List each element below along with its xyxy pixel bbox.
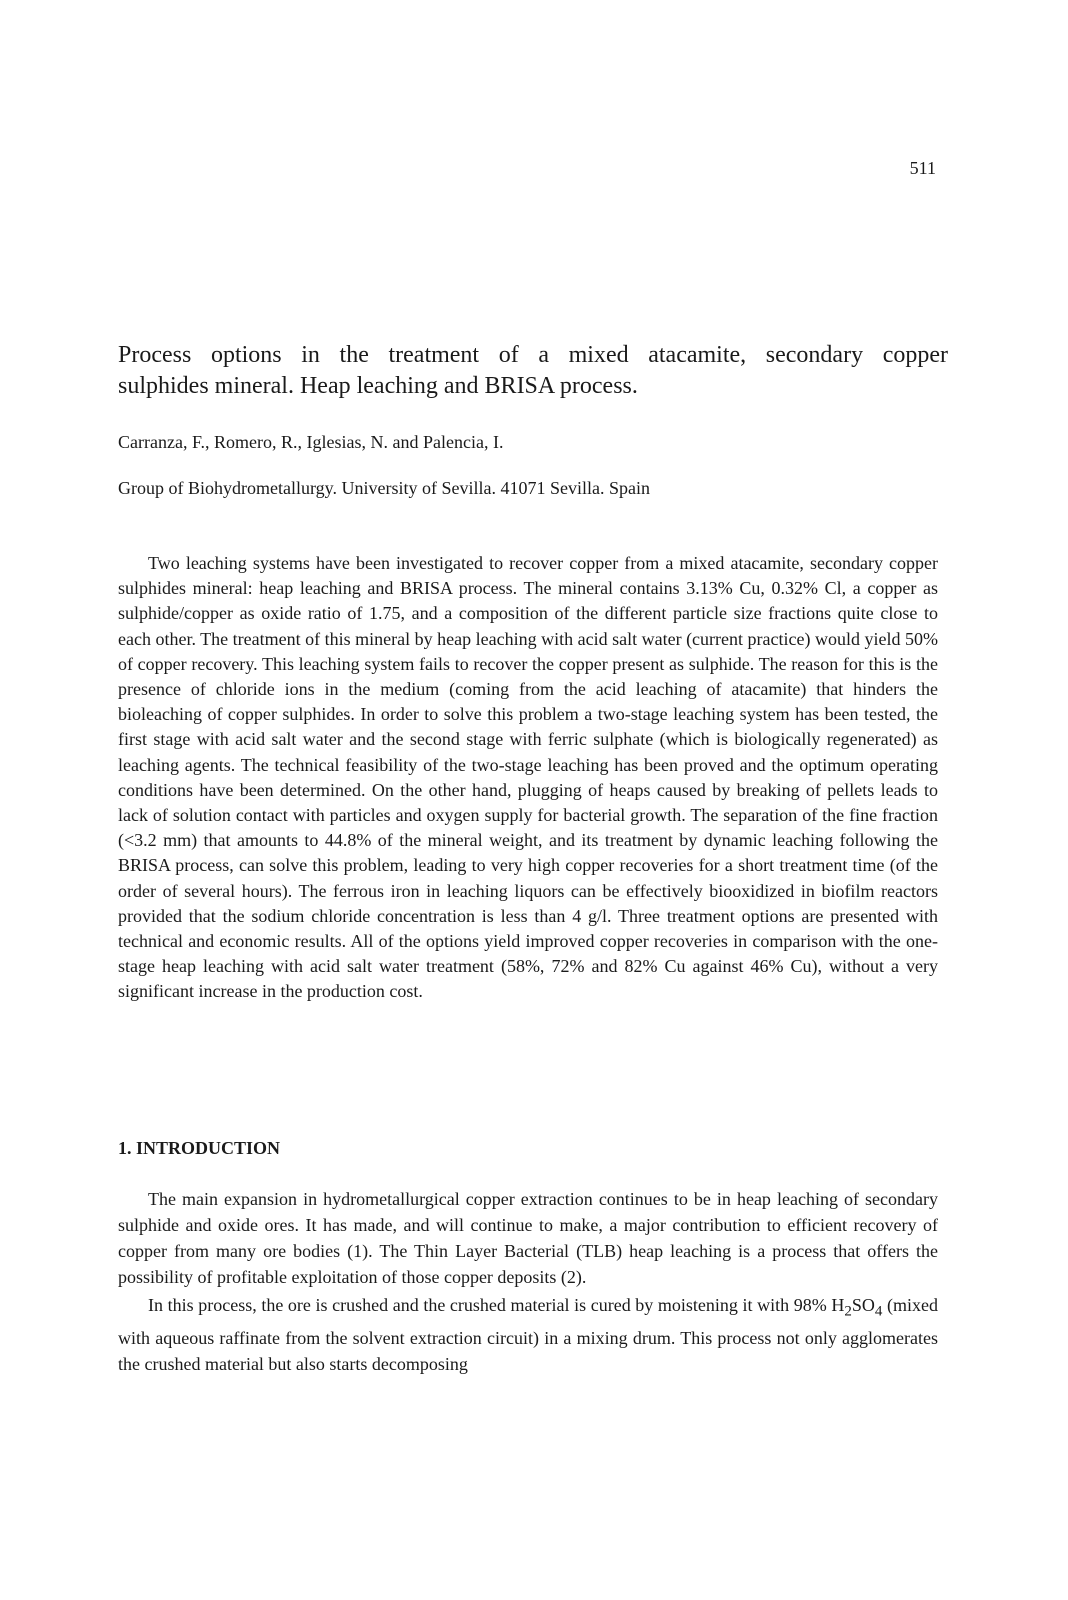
intro-paragraph-2 [118, 1292, 938, 1377]
intro-paragraph-1: The main expansion in hydrometallurgical copper extraction continues to be in heap leaching of secondary sulphide and oxide ores. It has made, and will continue to make, a major contribution to efficient recovery of copper from many ore bodies (1). The Thin Layer Bacterial (TLB) heap leaching is a process that offers the possibility of profitable exploitation of those copper deposits (2). [118, 1189, 938, 1287]
abstract-text: Two leaching systems have been investigated to recover copper from a mixed atacamite, secondary copper sulphides mineral: heap leaching and BRISA process. The mineral contains 3.13% Cu, 0.32% Cl, a copper as sulphide/copper as oxide ratio of 1.75, and a composition of the different particle size fractions quite close to each other. The treatment of this mineral by heap leaching with acid salt water (current practice) would yield 50% of copper recovery. This leaching system fails to recover the copper present as sulphide. The reason for this is the presence of chloride ions in the medium (coming from the acid leaching of atacamite) that hinders the bioleaching of copper sulphides. In order to solve this problem a two-stage leaching system has been tested, the first stage with acid salt water and the second stage with ferric sulphate (which is biologically regenerated) as leaching agents. The technical feasibility of the two-stage leaching has been proved and the optimum operating conditions have been determined. On the other hand, plugging of heaps caused by breaking of pellets leads to lack of solution contact with particles and oxygen supply for bacterial growth. The separation of the fine fraction (<3.2 mm) that amounts to 44.8% of the mineral weight, and its treatment by dynamic leaching following the BRISA process, can solve this problem, leading to very high copper recoveries for a short treatment time (of the order of several hours). The ferrous iron in leaching liquors can be effectively biooxidized in biofilm reactors provided that the sodium chloride concentration is less than 4 g/l. Three treatment options are presented with technical and economic results. All of the options yield improved copper recoveries in comparison with the one-stage heap leaching with acid salt water treatment (58%, 72% and 82% Cu against 46% Cu), without a very significant increase in the production cost. [118, 553, 938, 1002]
subscript-2: 2 [844, 1303, 852, 1320]
intro-paragraph-2-part-a: In this process, the ore is crushed and the crushed material is cured by moistening it with 98% H [148, 1295, 845, 1315]
paper-title [118, 340, 948, 402]
authors: Carranza, F., Romero, R., Iglesias, N. and Palencia, I. [118, 432, 504, 452]
intro-paragraph-2-part-c: (mixed with aqueous raffinate from the solvent extraction circuit) in a mixing drum. This process not only agglomerates the crushed material but also starts decomposing [118, 1295, 938, 1374]
abstract-indent [118, 553, 148, 573]
introduction-body [118, 1186, 938, 1377]
subscript-4: 4 [874, 1303, 883, 1320]
section-heading: 1. INTRODUCTION [118, 1138, 281, 1158]
affiliation: Group of Biohydrometallurgy. University of Sevilla. 41071 Sevilla. Spain [118, 478, 650, 498]
paper-title-line1: Process options in the treatment of a mixed atacamite, secondary copper [118, 342, 948, 368]
abstract [118, 551, 938, 1005]
paper-title-line2: sulphides mineral. Heap leaching and BRISA process. [118, 373, 638, 399]
intro-paragraph-2-part-b: SO [851, 1295, 875, 1315]
page-number: 511 [909, 158, 936, 178]
